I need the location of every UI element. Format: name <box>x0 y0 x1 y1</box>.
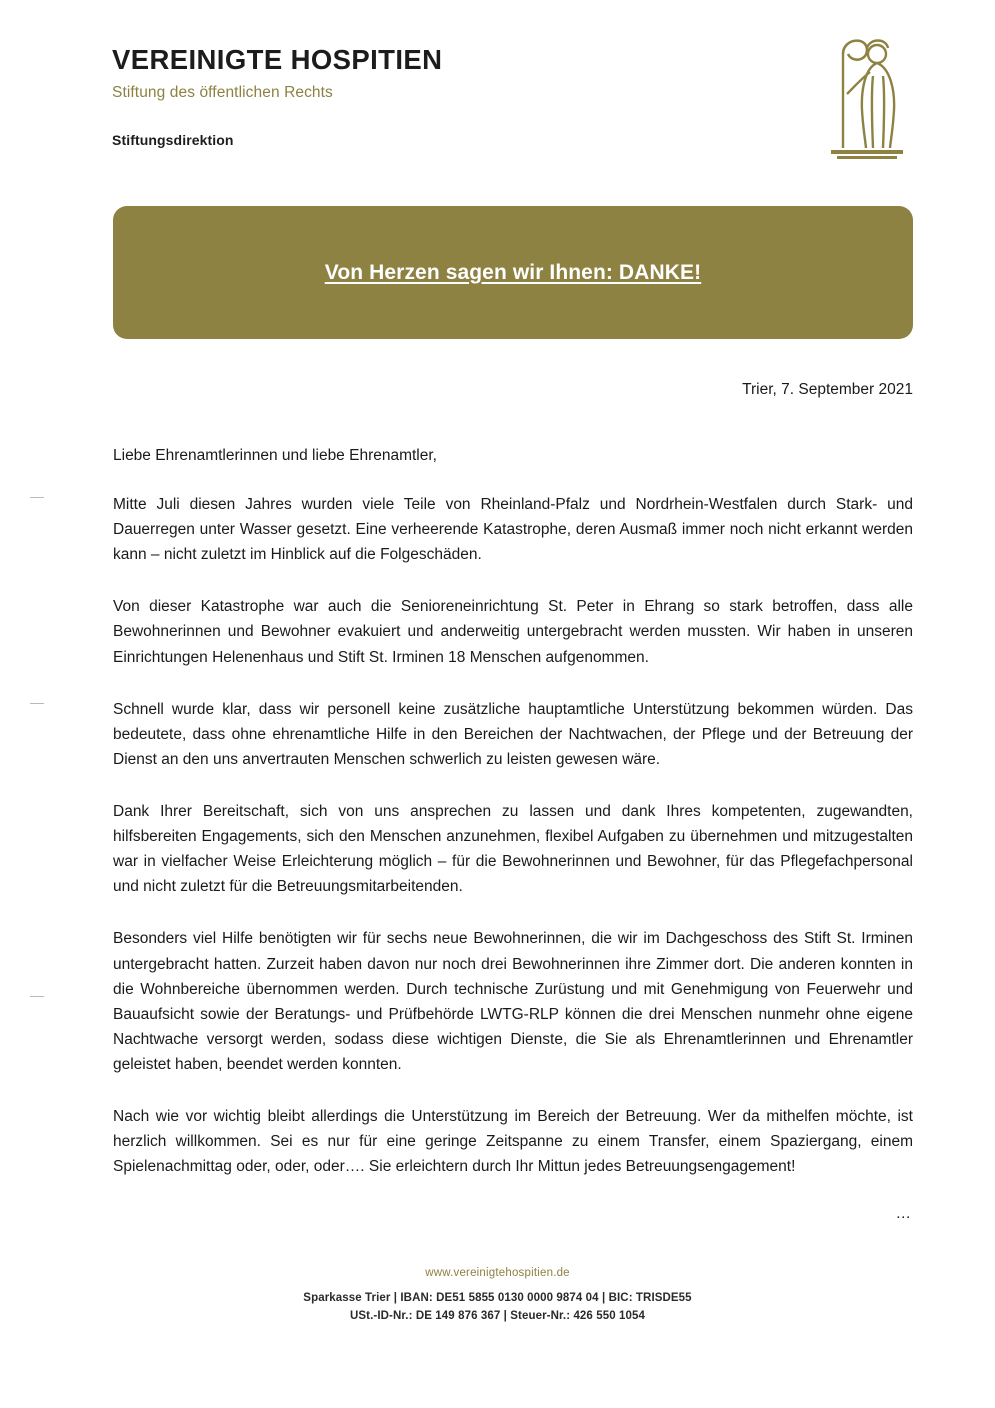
letter-footer <box>0 1267 995 1348</box>
salutation: Liebe Ehrenamtlerinnen und liebe Ehrenamtler, <box>113 447 437 464</box>
organization-subtitle: Stiftung des öffentlichen Rechts <box>112 84 333 102</box>
paragraph: Schnell wurde klar, dass wir personell keine zusätzliche hauptamtliche Unterstützung bekommen würden. Das bedeutete, dass ohne ehrenamtliche Hilfe in den Bereichen der Nachtwachen, der Pflege und der Betreuung der Dienst an den uns anvertrauten Menschen schwerlich zu leisten gewesen wäre. <box>113 700 913 768</box>
paragraph: Von dieser Katastrophe war auch die Senioreneinrichtung St. Peter in Ehrang so stark betroffen, dass alle Bewohnerinnen und Bewohner evakuiert und anderweitig untergebracht werden mussten. Wir haben in unseren Einrichtungen Helenenhaus und Stift St. Irminen 18 Menschen aufgenommen. <box>113 598 913 666</box>
dateline: Trier, 7. September 2021 <box>742 381 913 398</box>
continuation-marker: … <box>895 1205 913 1223</box>
website-url[interactable]: www.vereinigtehospitien.de <box>425 1267 570 1280</box>
thank-you-banner <box>113 206 913 339</box>
fold-mark-top <box>30 497 44 498</box>
fold-mark-middle <box>30 703 44 704</box>
paragraph: Mitte Juli diesen Jahres wurden viele Teile von Rheinland-Pfalz und Nordrhein-Westfalen durch Stark- und Dauerregen unter Wasser gesetzt. Eine verheerende Katastrophe, deren Ausmaß immer noch nicht erkannt werden kann – nicht zuletzt im Hinblick auf die Folgeschäden. <box>113 496 913 564</box>
department-name: Stiftungsdirektion <box>112 132 234 149</box>
bishop-crosier-figure-logo <box>807 32 917 162</box>
banner-headline: Von Herzen sagen wir Ihnen: DANKE! <box>324 260 702 284</box>
letterhead <box>0 0 995 175</box>
paragraph: Dank Ihrer Bereitschaft, sich von uns ansprechen zu lassen und dank Ihres kompetenten, zugewandten, hilfsbereiten Engagements, sich den Menschen anzunehmen, flexibel Aufgaben zu übernehmen und mitzugestalten war in vielfacher Weise Erleichterung möglich – für die Bewohnerinnen und Bewohner, für das Pflegefachpersonal und nicht zuletzt für die Betreuungsmitarbeitenden. <box>113 802 913 896</box>
fold-mark-bottom <box>30 996 44 997</box>
letter-body <box>0 381 995 1223</box>
bank-details: Sparkasse Trier | IBAN: DE51 5855 0130 0000 9874 04 | BIC: TRISDE55 <box>303 1292 692 1305</box>
organization-name: VEREINIGTE HOSPITIEN <box>112 44 443 75</box>
paragraph: Besonders viel Hilfe benötigten wir für sechs neue Bewohnerinnen, die wir im Dachgeschoss des Stift St. Irminen untergebracht hatten. Zurzeit haben davon nur noch drei Bewohnerinnen ihre Zimmer dort. Die anderen konnten in die Wohnbereiche übernommen werden. Durch technische Zurüstung und mit Genehmigung von Feuerwehr und Bauaufsicht sowie der Beratungs- und Prüfbehörde LWTG-RLP können die drei Menschen nunmehr ohne eigene Nachtwache versorgt werden, sodass diese wichtigen Dienste, die Sie als Ehrenamtlerinnen und Ehrenamtler geleistet haben, beendet werden konnten. <box>113 930 913 1073</box>
paragraph: Nach wie vor wichtig bleibt allerdings die Unterstützung im Bereich der Betreuung. Wer da mithelfen möchte, ist herzlich willkommen. Sei es nur für eine geringe Zeitspanne zu einem Transfer, einem Spaziergang, einem Spielenachmittag oder, oder, oder…. Sie erleichtern durch Ihr Mittun jedes Betreuungsengagement! <box>113 1108 913 1176</box>
tax-details: USt.-ID-Nr.: DE 149 876 367 | Steuer-Nr.: 426 550 1054 <box>350 1310 645 1323</box>
